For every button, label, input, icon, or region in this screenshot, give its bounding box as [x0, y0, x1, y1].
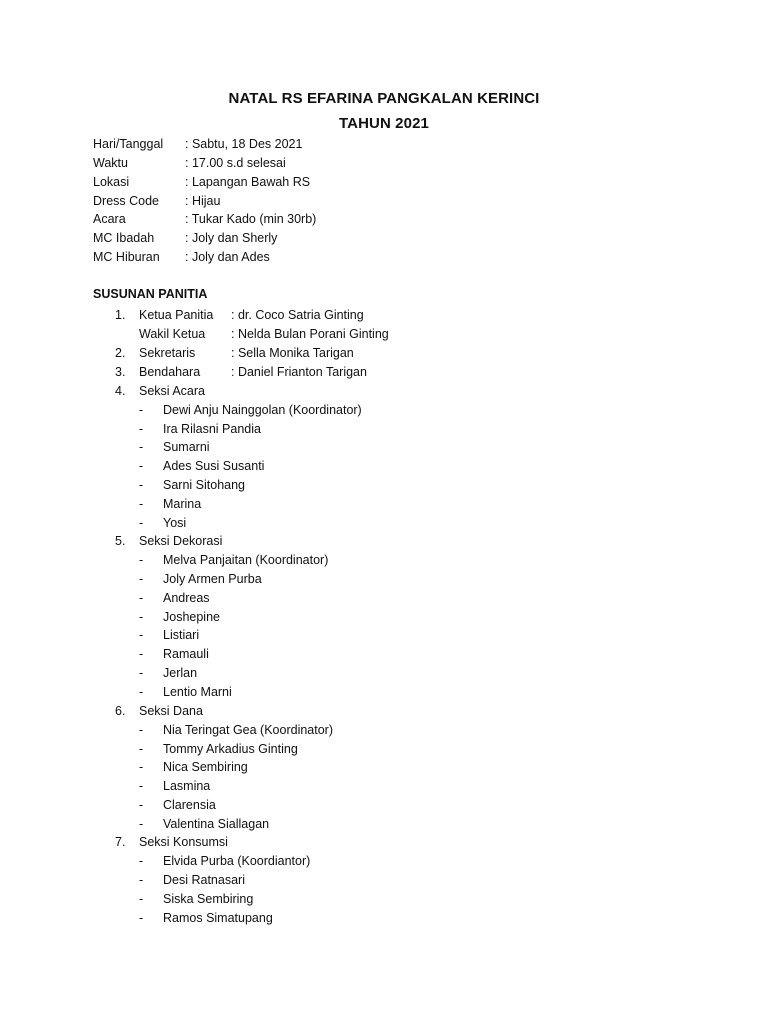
- dash-bullet: -: [139, 647, 144, 661]
- dash-bullet: -: [139, 478, 144, 492]
- member-name: Melva Panjaitan (Koordinator): [163, 553, 329, 567]
- member-name: Jerlan: [163, 666, 198, 680]
- dash-bullet: -: [139, 553, 144, 567]
- info-label: MC Hiburan: [93, 250, 160, 264]
- member-name: Joly Armen Purba: [163, 572, 262, 586]
- member-name: Clarensia: [163, 798, 216, 812]
- dash-bullet: -: [139, 422, 144, 436]
- dash-bullet: -: [139, 497, 144, 511]
- dash-bullet: -: [139, 440, 144, 454]
- member-name: Joshepine: [163, 610, 220, 624]
- member-name: Yosi: [163, 516, 187, 530]
- section-title: Seksi Dekorasi: [139, 534, 223, 548]
- role-label: Ketua Panitia: [139, 308, 214, 322]
- dash-bullet: -: [139, 610, 144, 624]
- list-number: 6.: [115, 704, 126, 718]
- dash-bullet: -: [139, 817, 144, 831]
- member-name: Sarni Sitohang: [163, 478, 246, 492]
- member-name: Ramauli: [163, 647, 209, 661]
- dash-bullet: -: [139, 798, 144, 812]
- role-label: Sekretaris: [139, 346, 196, 360]
- dash-bullet: -: [139, 403, 144, 417]
- info-label: MC Ibadah: [93, 231, 155, 245]
- member-name: Andreas: [163, 591, 210, 605]
- section-title: Seksi Konsumsi: [139, 835, 228, 849]
- dash-bullet: -: [139, 572, 144, 586]
- member-name: Listiari: [163, 628, 200, 642]
- list-number: 5.: [115, 534, 126, 548]
- dash-bullet: -: [139, 628, 144, 642]
- document-title: NATAL RS EFARINA PANGKALAN KERINCI: [228, 90, 540, 107]
- member-name: Ramos Simatupang: [163, 911, 273, 925]
- dash-bullet: -: [139, 742, 144, 756]
- dash-bullet: -: [139, 760, 144, 774]
- role-value: : Nelda Bulan Porani Ginting: [231, 327, 389, 341]
- dash-bullet: -: [139, 854, 144, 868]
- member-name: Elvida Purba (Koordiantor): [163, 854, 311, 868]
- member-name: Nica Sembiring: [163, 760, 248, 774]
- info-value: : Joly dan Sherly: [185, 231, 278, 245]
- member-name: Valentina Siallagan: [163, 817, 270, 831]
- dash-bullet: -: [139, 779, 144, 793]
- section-title: Seksi Dana: [139, 704, 203, 718]
- info-label: Acara: [93, 212, 126, 226]
- dash-bullet: -: [139, 459, 144, 473]
- info-value: : 17.00 s.d selesai: [185, 156, 286, 170]
- role-label: Wakil Ketua: [139, 327, 206, 341]
- member-name: Siska Sembiring: [163, 892, 254, 906]
- dash-bullet: -: [139, 685, 144, 699]
- dash-bullet: -: [139, 666, 144, 680]
- info-value: : Hijau: [185, 194, 221, 208]
- member-name: Desi Ratnasari: [163, 873, 245, 887]
- section-title: Seksi Acara: [139, 384, 206, 398]
- dash-bullet: -: [139, 516, 144, 530]
- info-label: Lokasi: [93, 175, 130, 189]
- info-value: : Tukar Kado (min 30rb): [185, 212, 317, 226]
- committee-heading: SUSUNAN PANITIA: [93, 287, 208, 301]
- dash-bullet: -: [139, 723, 144, 737]
- list-number: 1.: [115, 308, 126, 322]
- member-name: Marina: [163, 497, 202, 511]
- info-label: Hari/Tanggal: [93, 137, 164, 151]
- member-name: Lentio Marni: [163, 685, 232, 699]
- info-value: : Sabtu, 18 Des 2021: [185, 137, 303, 151]
- info-value: : Joly dan Ades: [185, 250, 270, 264]
- role-label: Bendahara: [139, 365, 201, 379]
- dash-bullet: -: [139, 591, 144, 605]
- member-name: Ira Rilasni Pandia: [163, 422, 261, 436]
- member-name: Ades Susi Susanti: [163, 459, 265, 473]
- member-name: Dewi Anju Nainggolan (Koordinator): [163, 403, 362, 417]
- dash-bullet: -: [139, 873, 144, 887]
- member-name: Lasmina: [163, 779, 211, 793]
- info-label: Dress Code: [93, 194, 159, 208]
- list-number: 3.: [115, 365, 126, 379]
- member-name: Sumarni: [163, 440, 210, 454]
- list-number: 7.: [115, 835, 126, 849]
- member-name: Tommy Arkadius Ginting: [163, 742, 298, 756]
- role-value: : Sella Monika Tarigan: [231, 346, 354, 360]
- member-name: Nia Teringat Gea (Koordinator): [163, 723, 333, 737]
- list-number: 4.: [115, 384, 126, 398]
- list-number: 2.: [115, 346, 126, 360]
- dash-bullet: -: [139, 911, 144, 925]
- info-label: Waktu: [93, 156, 128, 170]
- role-value: : Daniel Frianton Tarigan: [231, 365, 367, 379]
- role-value: : dr. Coco Satria Ginting: [231, 308, 364, 322]
- info-value: : Lapangan Bawah RS: [185, 175, 311, 189]
- dash-bullet: -: [139, 892, 144, 906]
- document-subtitle-year: TAHUN 2021: [339, 115, 429, 132]
